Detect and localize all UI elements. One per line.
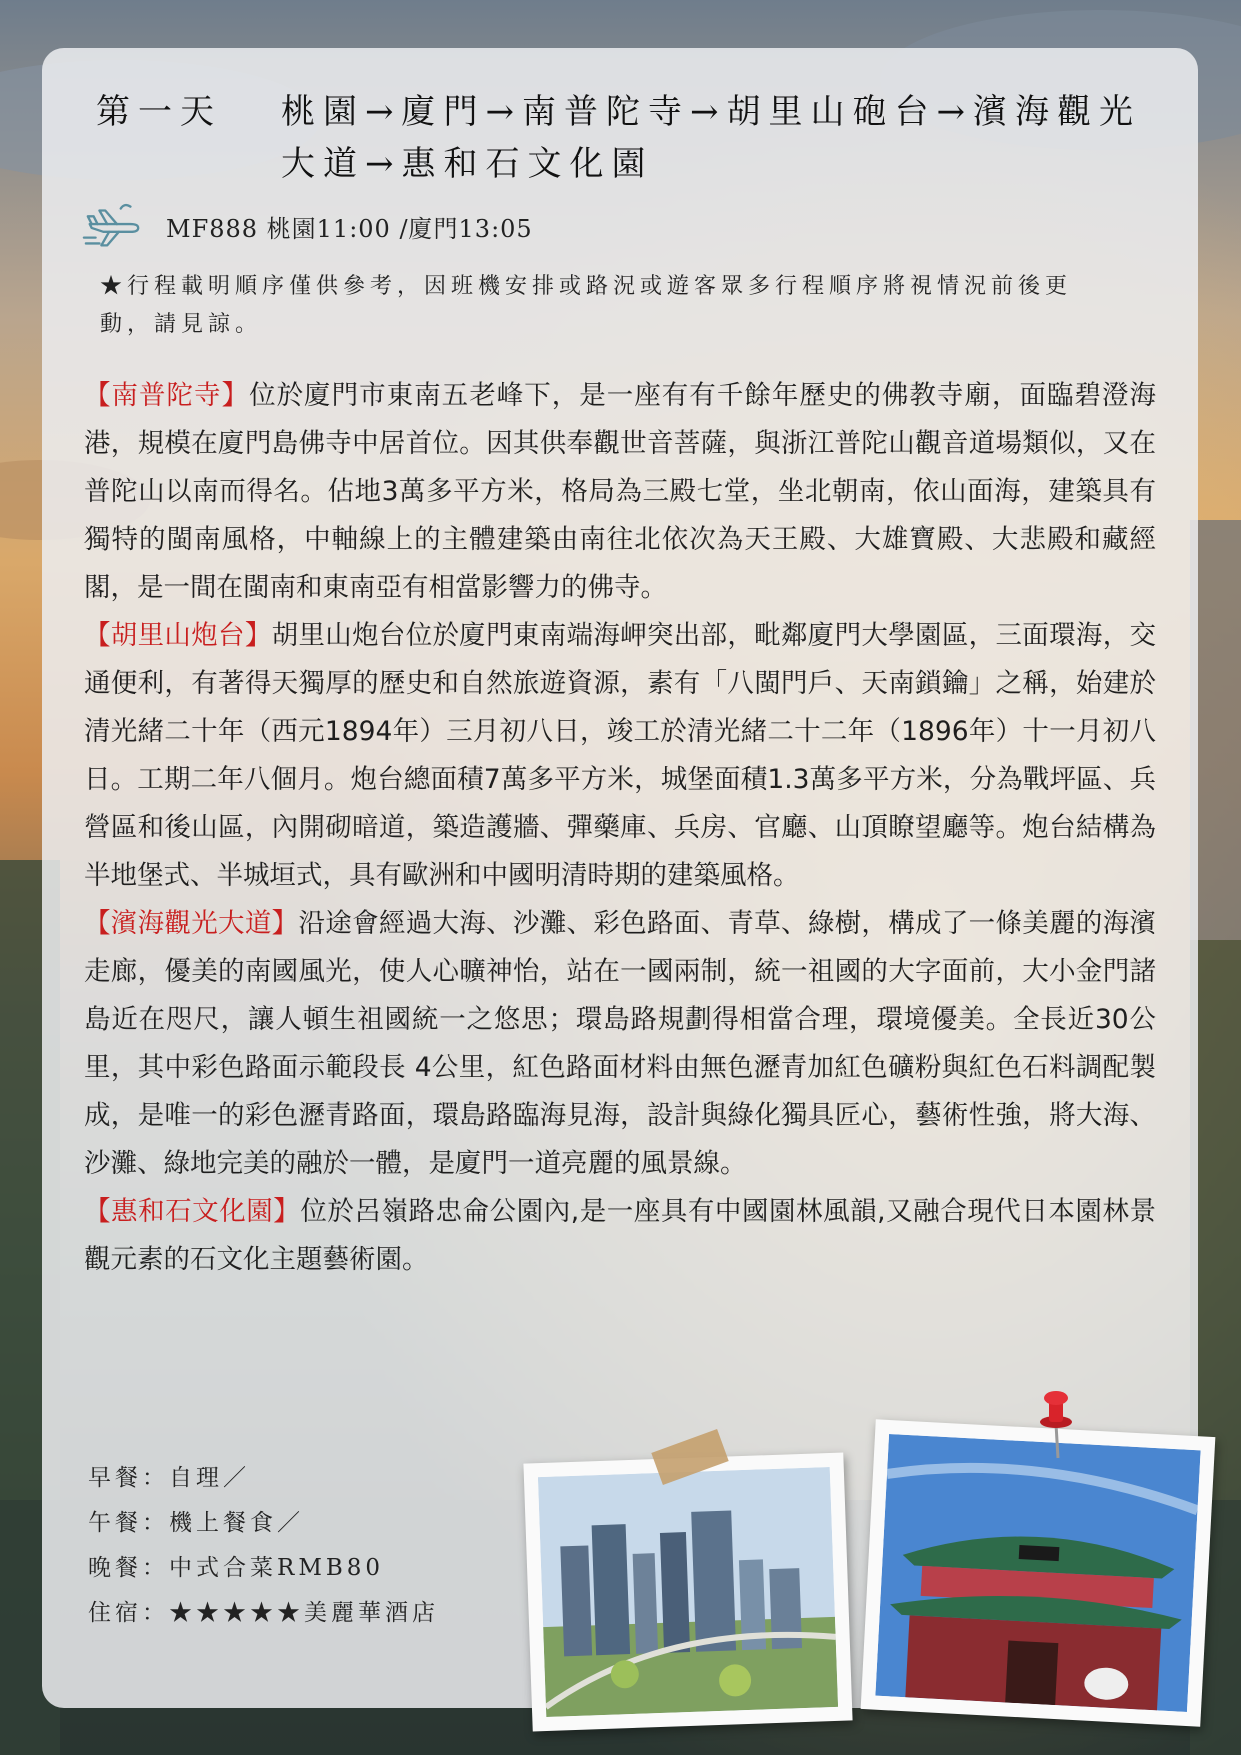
title-route: 桃園→廈門→南普陀寺→胡里山砲台→濱海觀光大道→惠和石文化園 (281, 92, 1141, 184)
title-day: 第一天 (96, 92, 222, 132)
meals-info (88, 1456, 548, 1636)
section-nanputuo (84, 372, 1156, 612)
hotel-line: 住宿：★★★★★美麗華酒店 (88, 1600, 439, 1626)
attractions-description (84, 372, 1156, 1284)
section-text: 位於呂嶺路忠侖公園內,是一座具有中國園林風韻,又融合現代日本園林景觀元素的石文化主題藝術園。 (84, 1196, 1156, 1275)
section-heading: 【胡里山炮台】 (84, 620, 272, 651)
section-heading: 【濱海觀光大道】 (84, 908, 299, 939)
section-hulishan (84, 612, 1156, 900)
itinerary-notice: ★行程載明順序僅供參考，因班機安排或路況或遊客眾多行程順序將視情況前後更動，請見諒。 (100, 274, 1073, 337)
temple-image (875, 1434, 1200, 1712)
section-heading: 【惠和石文化園】 (84, 1196, 301, 1227)
dinner-line: 晚餐：中式合菜RMB80 (88, 1555, 385, 1581)
city-skyline-image (538, 1467, 838, 1717)
section-text: 沿途會經過大海、沙灘、彩色路面、青草、綠樹，構成了一條美麗的海濱走廊，優美的南國風光，使人心曠神怡，站在一國兩制，統一祖國的大字面前，大小金門諸島近在咫尺，讓人頓生祖國統一之悠思；環島路規劃得相當合理，環境優美。全長近30公里，其中彩色路面示範段長 4公里，紅色路面材料由無色瀝青加紅色礦粉與紅色石料調配製成，是唯一的彩色瀝青路面，環島路臨海見海，設計與綠化獨具匠心，藝術性強，將大海、沙灘、綠地完美的融於一體，是廈門一道亮麗的風景線。 (84, 908, 1157, 1179)
section-huihe (84, 1188, 1156, 1284)
lunch-line: 午餐：機上餐食／ (88, 1510, 304, 1536)
airplane-icon (82, 195, 144, 257)
flight-info (82, 196, 533, 256)
flight-text: MF888 桃園11:00 /廈門13:05 (166, 214, 533, 243)
section-text: 位於廈門市東南五老峰下，是一座有有千餘年歷史的佛教寺廟，面臨碧澄海港，規模在廈門島佛寺中居首位。因其供奉觀世音菩薩，與浙江普陀山觀音道場類似，又在普陀山以南而得名。佔地3萬多平方米，格局為三殿七堂，坐北朝南，依山面海，建築具有獨特的閩南風格，中軸線上的主體建築由南往北依次為天王殿、大雄寶殿、大悲殿和藏經閣，是一間在閩南和東南亞有相當影響力的佛寺。 (84, 380, 1157, 603)
temple-photo (861, 1419, 1216, 1726)
push-pin-icon (1036, 1388, 1076, 1460)
section-text: 胡里山炮台位於廈門東南端海岬突出部，毗鄰廈門大學園區，三面環海，交通便利，有著得天獨厚的歷史和自然旅遊資源，素有「八閩門戶、天南鎖鑰」之稱，始建於清光緒二十年（西元1894年）三月初八日，竣工於清光緒二十二年（1896年）十一月初八日。工期二年八個月。炮台總面積7萬多平方米，城堡面積1.3萬多平方米，分為戰坪區、兵營區和後山區，內開砌暗道，築造護牆、彈藥庫、兵房、官廳、山頂瞭望廳等。炮台結構為半地堡式、半城垣式，具有歐洲和中國明清時期的建築風格。 (84, 620, 1157, 891)
section-heading: 【南普陀寺】 (84, 380, 250, 411)
breakfast-line: 早餐：自理／ (88, 1465, 250, 1491)
section-binhai (84, 900, 1156, 1188)
city-photo (523, 1452, 852, 1731)
page-title (96, 86, 1176, 190)
